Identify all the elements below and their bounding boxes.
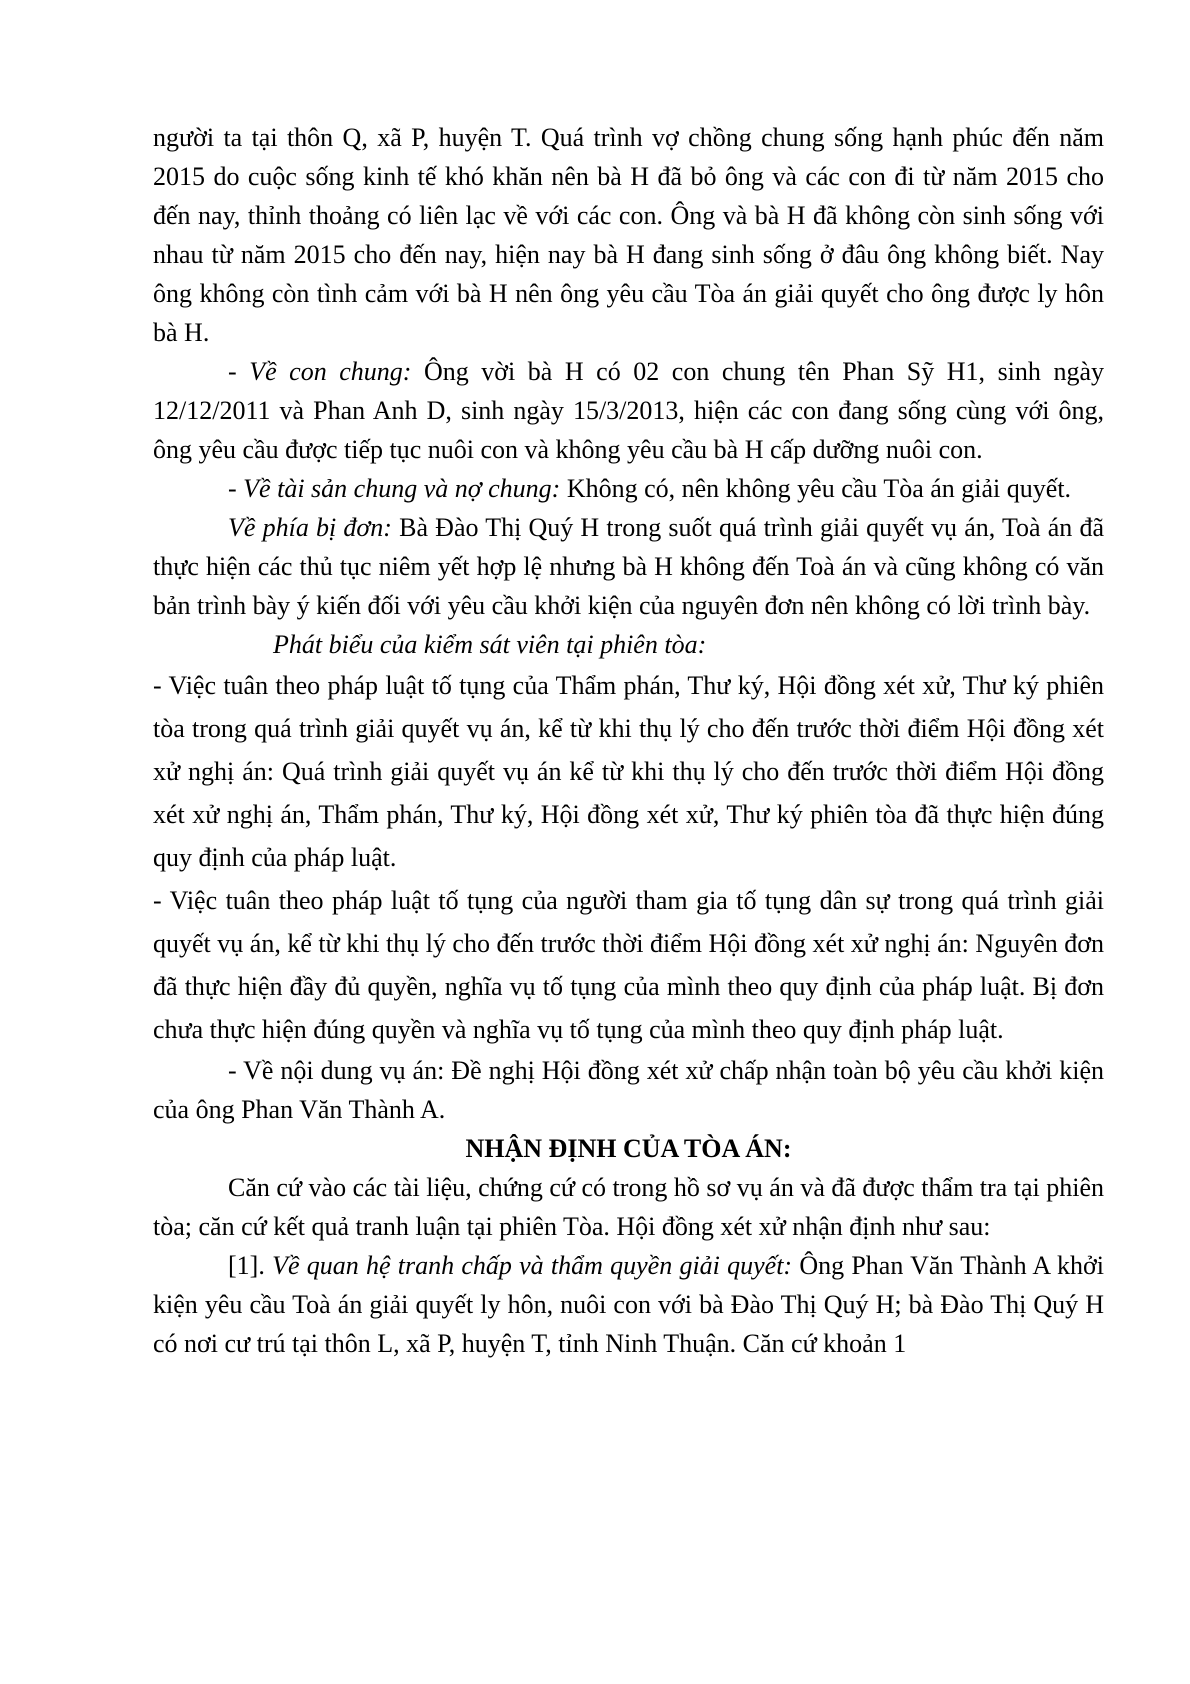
paragraph-ve-phia-bi-don xyxy=(153,508,1104,625)
paragraph-ve-tai-san-text: Không có, nên không yêu cầu Tòa án giải quyết. xyxy=(560,474,1072,503)
paragraph-ve-noi-dung-vu-an: - Về nội dung vụ án: Đề nghị Hội đồng xét xử chấp nhận toàn bộ yêu cầu khởi kiện của ông Phan Văn Thành A. xyxy=(153,1056,1104,1124)
list-dash: - xyxy=(228,474,244,503)
paragraph-can-cu: Căn cứ vào các tài liệu, chứng cứ có trong hồ sơ vụ án và đã được thẩm tra tại phiên tòa; căn cứ kết quả tranh luận tại phiên Tòa. Hội đồng xét xử nhận định như sau: xyxy=(153,1173,1104,1241)
inline-heading-ve-con-chung: Về con chung: xyxy=(249,357,412,386)
paragraph-ve-tai-san xyxy=(153,469,1104,508)
paragraph-ve-con-chung-text: Ông vời bà H có 02 con chung tên Phan Sỹ H1, sinh ngày 12/12/2011 và Phan Anh D, sinh ngày 15/3/2013, hiện các con đang sống cùng với ông, ông yêu cầu được tiếp tục nuôi con và không yêu cầu bà H cấp dưỡng nuôi con. xyxy=(153,357,1104,464)
inline-heading-ve-phia-bi-don: Về phía bị đơn: xyxy=(228,513,392,542)
list-dash: - xyxy=(228,357,250,386)
section-heading-nhan-dinh-cua-toa-an: NHẬN ĐỊNH CỦA TÒA ÁN: xyxy=(465,1134,792,1163)
paragraph-ve-con-chung xyxy=(153,352,1104,469)
paragraph-ve-phia-bi-don-text: Bà Đào Thị Quý H trong suốt quá trình giải quyết vụ án, Toà án đã thực hiện các thủ tục niêm yết hợp lệ nhưng bà H không đến Toà án và cũng không có văn bản trình bày ý kiến đối với yêu cầu khởi kiện của nguyên đơn nên không có lời trình bày. xyxy=(153,513,1105,620)
inline-heading-quan-he-tranh-chap: Về quan hệ tranh chấp và thẩm quyền giải quyết: xyxy=(272,1251,793,1280)
paragraph-intro: người ta tại thôn Q, xã P, huyện T. Quá trình vợ chồng chung sống hạnh phúc đến năm 2015 do cuộc sống kinh tế khó khăn nên bà H đã bỏ ông và các con đi từ năm 2015 cho đến nay, thỉnh thoảng có liên lạc về với các con. Ông và bà H đã không còn sinh sống với nhau từ năm 2015 cho đến nay, hiện nay bà H đang sinh sống ở đâu ông không biết. Nay ông không còn tình cảm với bà H nên ông yêu cầu Tòa án giải quyết cho ông được ly hôn bà H. xyxy=(153,123,1104,347)
paragraph-phat-bieu-kiem-sat-vien: Phát biểu của kiểm sát viên tại phiên tòa: xyxy=(273,630,707,659)
paragraph-tuan-theo-phap-luat-hdxx: - Việc tuân theo pháp luật tố tụng của Thẩm phán, Thư ký, Hội đồng xét xử, Thư ký phiên tòa trong quá trình giải quyết vụ án, kể từ khi thụ lý cho đến trước thời điểm Hội đồng xét xử nghị án: Quá trình giải quyết vụ án kể từ khi thụ lý cho đến trước thời điểm Hội đồng xét xử nghị án, Thẩm phán, Thư ký, Hội đồng xét xử, Thư ký phiên tòa đã thực hiện đúng quy định của pháp luật. xyxy=(153,671,1104,872)
inline-heading-ve-tai-san: Về tài sản chung và nợ chung: xyxy=(243,474,561,503)
paragraph-quan-he-tranh-chap xyxy=(153,1246,1104,1363)
paragraph-quan-he-tranh-chap-text: Ông Phan Văn Thành A khởi kiện yêu cầu Toà án giải quyết ly hôn, nuôi con với bà Đào Thị Quý H; bà Đào Thị Quý H có nơi cư trú tại thôn L, xã P, huyện T, tỉnh Ninh Thuận. Căn cứ khoản 1 xyxy=(153,1251,1104,1358)
paragraph-tuan-theo-phap-luat-duong-su: - Việc tuân theo pháp luật tố tụng của người tham gia tố tụng dân sự trong quá trình giải quyết vụ án, kể từ khi thụ lý cho đến trước thời điểm Hội đồng xét xử nghị án: Nguyên đơn đã thực hiện đầy đủ quyền, nghĩa vụ tố tụng của mình theo quy định của pháp luật. Bị đơn chưa thực hiện đúng quyền và nghĩa vụ tố tụng của mình theo quy định pháp luật. xyxy=(153,886,1104,1044)
item-number: [1]. xyxy=(228,1251,273,1280)
